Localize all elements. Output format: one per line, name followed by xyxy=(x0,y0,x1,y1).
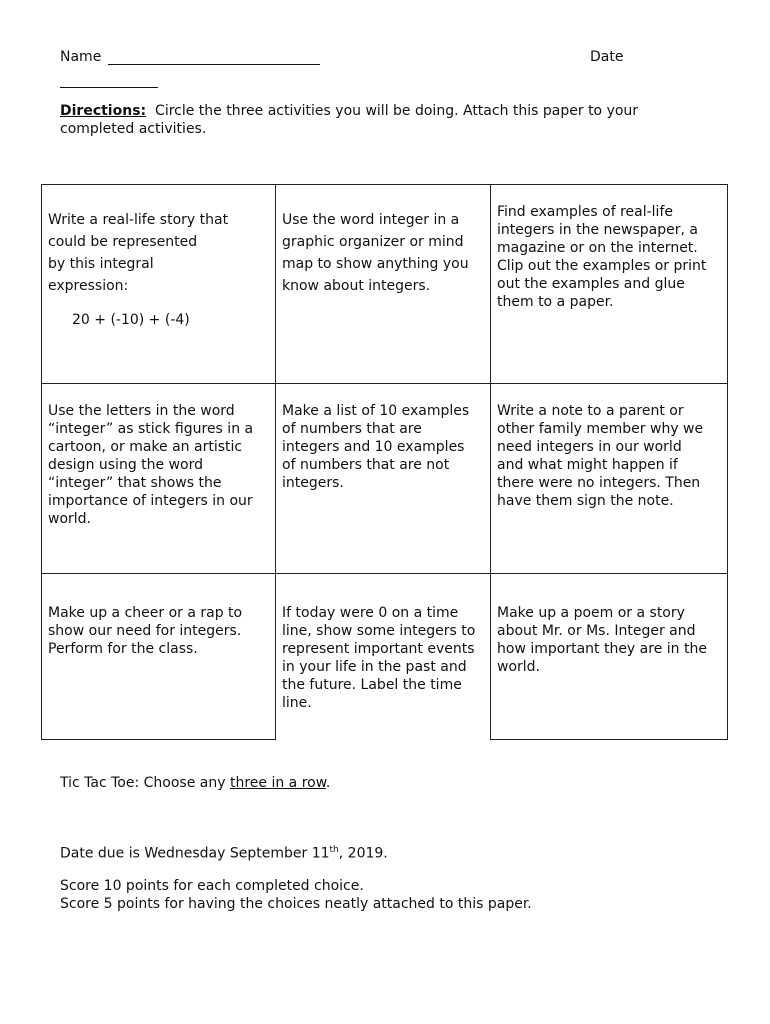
activity-cell-4[interactable] xyxy=(43,402,275,528)
cell-3-line-6: them to a paper. xyxy=(497,294,614,310)
cell-5-line-4: of numbers that are not xyxy=(282,457,450,473)
cell-8-line-5: the future. Label the time xyxy=(282,677,462,693)
cell-3-line-5: out the examples and glue xyxy=(497,276,685,292)
cell-2-line-2: graphic organizer or mind xyxy=(282,234,464,250)
cell-5-line-5: integers. xyxy=(282,475,344,491)
date-blank-line[interactable] xyxy=(60,87,158,88)
cell-2-line-3: map to show anything you xyxy=(282,256,469,272)
cell-8-line-6: line. xyxy=(282,695,312,711)
due-date-line xyxy=(60,841,388,863)
cell-9-line-1: Make up a poem or a story xyxy=(497,605,685,621)
cell-9-line-4: world. xyxy=(497,659,540,675)
cell-8-line-4: in your life in the past and xyxy=(282,659,467,675)
activity-cell-2[interactable] xyxy=(277,209,489,297)
cell-4-line-7: world. xyxy=(48,511,91,527)
cell-4-line-5: “integer” that shows the xyxy=(48,475,222,491)
directions-label: Directions: xyxy=(60,103,147,119)
activity-cell-7[interactable] xyxy=(43,604,275,658)
cell-7-line-1: Make up a cheer or a rap to xyxy=(48,605,243,621)
cell-2-line-1: Use the word integer in a xyxy=(282,212,460,228)
activity-cell-6[interactable] xyxy=(492,402,728,510)
cell-1-line-3: by this integral xyxy=(48,256,154,272)
cell-4-line-2: “integer” as stick figures in a xyxy=(48,421,254,437)
integer-expression: 20 + (-10) + (-4) xyxy=(72,312,190,328)
cell-6-line-5: there were no integers. Then xyxy=(497,475,701,491)
cell-4-line-4: design using the word xyxy=(48,457,203,473)
cell-6-line-1: Write a note to a parent or xyxy=(497,403,684,419)
cell-7-line-3: Perform for the class. xyxy=(48,641,198,657)
directions-text-line2: completed activities. xyxy=(60,121,207,137)
board-left-border xyxy=(41,184,42,740)
activity-board xyxy=(41,184,728,740)
cell-4-line-6: importance of integers in our xyxy=(48,493,253,509)
due-date-prefix: Date due is Wednesday September 11 xyxy=(60,845,330,862)
activity-cell-9[interactable] xyxy=(492,604,728,676)
cell-4-line-3: cartoon, or make an artistic xyxy=(48,439,243,455)
cell-8-line-2: line, show some integers to xyxy=(282,623,476,639)
cell-1-line-1: Write a real-life story that xyxy=(48,212,229,228)
cell-7-line-2: show our need for integers. xyxy=(48,623,242,639)
cell-4-line-1: Use the letters in the word xyxy=(48,403,235,419)
due-date-ordinal: th xyxy=(329,845,339,855)
cell-5-line-2: of numbers that are xyxy=(282,421,422,437)
board-col-divider-1 xyxy=(275,184,276,740)
name-blank-line[interactable] xyxy=(108,64,320,65)
board-top-border xyxy=(41,184,728,185)
tic-tac-toe-instruction xyxy=(60,774,330,792)
directions-text-line1: Circle the three activities you will be doing. Attach this paper to your xyxy=(155,103,639,119)
cell-5-line-1: Make a list of 10 examples xyxy=(282,403,470,419)
three-in-a-row-emphasis: three in a row xyxy=(229,775,326,791)
cell-1-line-2: could be represented xyxy=(48,234,198,250)
tic-tac-toe-suffix: . xyxy=(325,775,331,791)
cell-3-line-1: Find examples of real-life xyxy=(497,204,673,220)
board-bottom-border-left xyxy=(41,739,275,740)
cell-1-line-4: expression: xyxy=(48,278,129,294)
cell-6-line-6: have them sign the note. xyxy=(497,493,674,509)
directions xyxy=(60,102,710,120)
cell-3-line-3: magazine or on the internet. xyxy=(497,240,698,256)
activity-cell-5[interactable] xyxy=(277,402,489,492)
cell-6-line-2: other family member why we xyxy=(497,421,704,437)
cell-9-line-2: about Mr. or Ms. Integer and xyxy=(497,623,696,639)
cell-8-line-3: represent important events xyxy=(282,641,475,657)
score-line-1: Score 10 points for each completed choice. xyxy=(60,878,364,894)
board-row-divider-2 xyxy=(41,573,728,574)
board-bottom-border-right xyxy=(490,739,728,740)
score-line-2: Score 5 points for having the choices neatly attached to this paper. xyxy=(60,896,532,912)
activity-cell-1[interactable] xyxy=(43,209,275,329)
date-label: Date xyxy=(590,49,624,65)
cell-6-line-3: need integers in our world xyxy=(497,439,682,455)
cell-2-line-4: know about integers. xyxy=(282,278,431,294)
board-row-divider-1 xyxy=(41,383,728,384)
tic-tac-toe-prefix: Tic Tac Toe: Choose any xyxy=(60,775,230,791)
cell-3-line-2: integers in the newspaper, a xyxy=(497,222,698,238)
name-label: Name xyxy=(60,49,102,65)
cell-6-line-4: and what might happen if xyxy=(497,457,678,473)
cell-9-line-3: how important they are in the xyxy=(497,641,707,657)
due-date-suffix: , 2019. xyxy=(338,845,388,862)
activity-cell-3[interactable] xyxy=(492,203,728,311)
cell-3-line-4: Clip out the examples or print xyxy=(497,258,707,274)
cell-5-line-3: integers and 10 examples xyxy=(282,439,465,455)
cell-8-line-1: If today were 0 on a time xyxy=(282,605,459,621)
activity-cell-8[interactable] xyxy=(277,604,491,712)
